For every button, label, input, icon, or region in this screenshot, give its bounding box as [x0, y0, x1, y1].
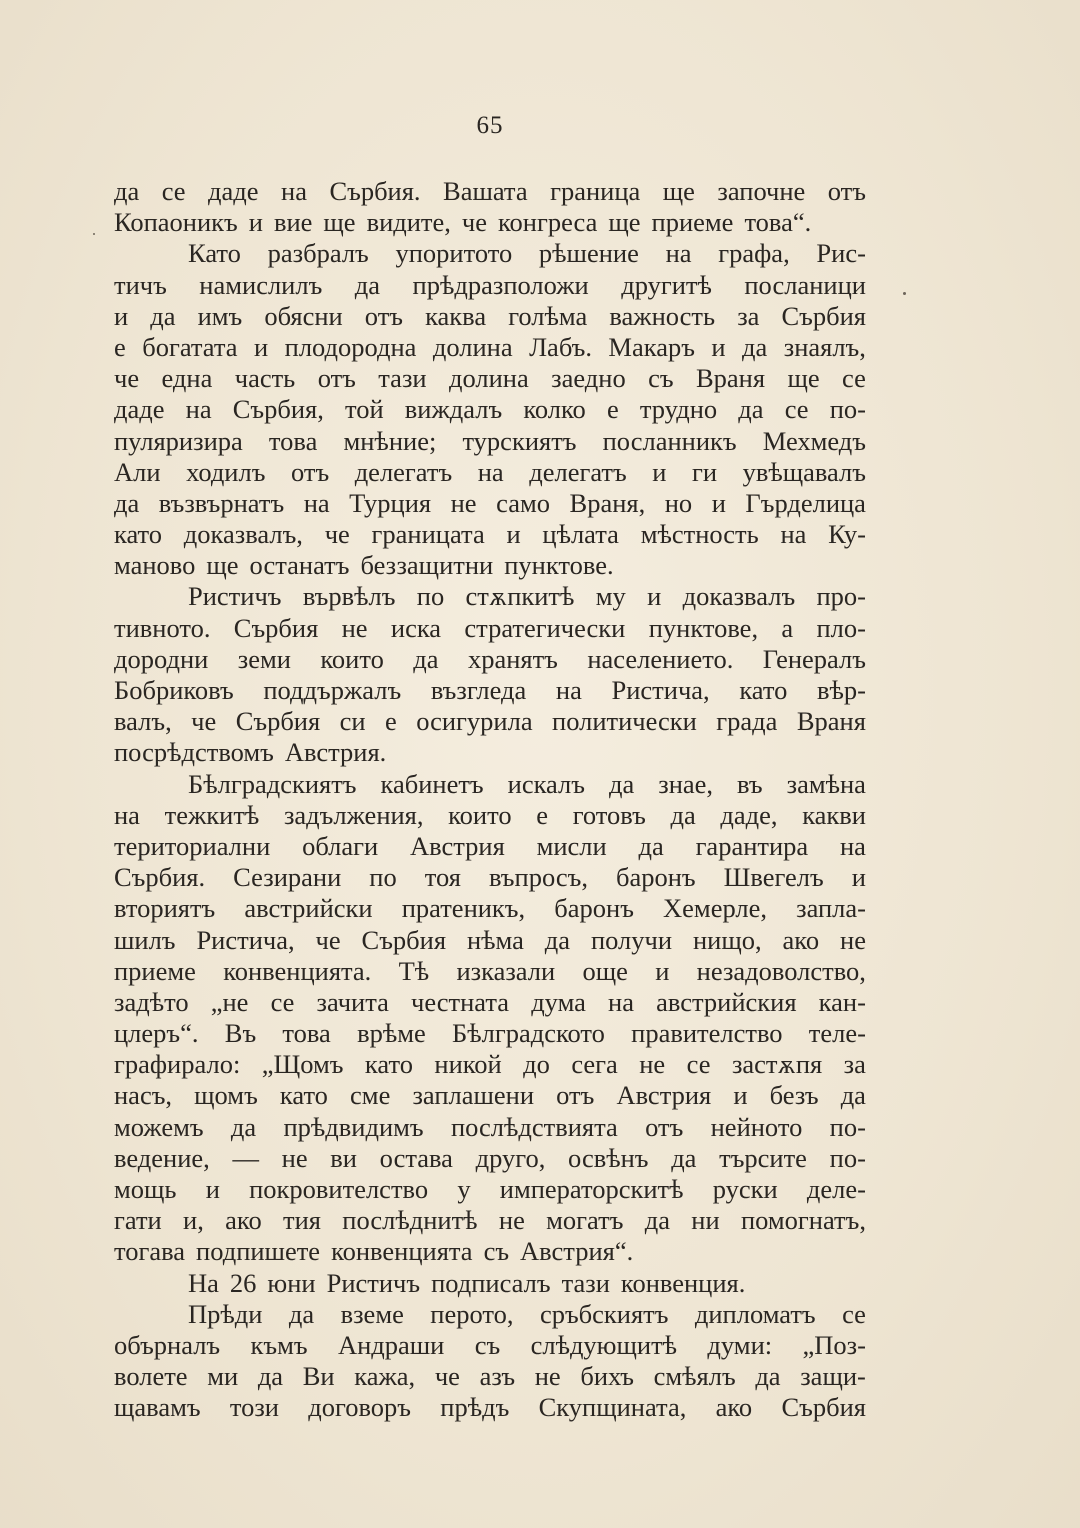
text-line: дородни земи които да хранятъ населението. Генералъ — [114, 643, 866, 674]
text-line: приеме конвенцията. Тѣ изказали още и незадоволство, — [114, 955, 866, 986]
body-text — [114, 176, 866, 1424]
text-line: Прѣди да вземе перото, сръбскиятъ дипломатъ се — [188, 1298, 866, 1329]
text-line: можемъ да прѣдвидимъ послѣдствията отъ нейното по- — [114, 1111, 866, 1142]
text-line: да възвърнатъ на Турция не само Враня, но и Гърделица — [114, 487, 866, 518]
text-line: графирало: „Щомъ като никой до сега не се застѫпя за — [114, 1049, 866, 1080]
text-line: На 26 юни Ристичъ подписалъ тази конвенция. — [188, 1267, 746, 1298]
text-line: мощь и покровителство у императорскитѣ руски деле- — [114, 1174, 866, 1204]
text-line: обърналъ къмъ Андраши съ слѣдующитѣ думи: „Поз- — [114, 1329, 866, 1360]
text-line: волете ми да Ви кажа, че азъ не бихъ смѣялъ да защи- — [114, 1361, 866, 1392]
text-line: като доказвалъ, че границата и цѣлата мѣстность на Ку- — [114, 519, 866, 550]
text-line: валъ, че Сърбия си е осигурила политически града Враня — [114, 706, 866, 737]
page-number: 65 — [476, 112, 504, 139]
text-line: пуляризира това мнѣние; турскиятъ посланникъ Мехмедъ — [114, 425, 866, 456]
text-line: задѣто „не се зачита честната дума на австрийския кан- — [114, 986, 866, 1017]
text-line: че една часть отъ тази долина заедно съ Враня ще се — [114, 363, 866, 394]
text-line: щавамъ този договоръ прѣдъ Скупщината, ако Сърбия — [114, 1392, 866, 1423]
text-line: е богатата и плодородна долина Лабъ. Макаръ и да знаялъ, — [114, 331, 866, 362]
text-line: Копаоникъ и вие ще видите, че конгреса ще приеме това“. — [114, 207, 812, 238]
text-line: вториятъ австрийски пратеникъ, баронъ Хемерле, запла- — [114, 893, 866, 924]
text-line: тичъ намислилъ да прѣдразположи другитѣ посланици — [114, 269, 866, 300]
text-line: маново ще останатъ беззащитни пунктове. — [114, 550, 614, 581]
text-line: териториални облаги Австрия мисли да гарантира на — [114, 830, 866, 861]
paper-speck — [903, 292, 906, 295]
text-line: и да имъ обясни отъ каква голѣма важность за Сърбия — [114, 300, 866, 331]
text-line: Като разбралъ упоритото рѣшение на графа, Рис- — [188, 238, 866, 269]
text-line: даде на Сърбия, той виждалъ колко е трудно да се по- — [114, 394, 866, 425]
text-line: Сърбия. Сезирани по тоя въпросъ, баронъ Швегелъ и — [114, 862, 866, 893]
text-line: Ристичъ вървѣлъ по стѫпкитѣ му и доказвалъ про- — [188, 581, 866, 612]
text-line: насъ, щомъ като сме заплашени отъ Австрия и безъ да — [114, 1080, 866, 1111]
text-line: посрѣдствомъ Австрия. — [114, 737, 387, 768]
text-line: ведение, — не ви остава друго, освѣнъ да търсите по- — [114, 1142, 866, 1173]
text-line: Али ходилъ отъ делегатъ на делегатъ и ги увѣщавалъ — [114, 456, 866, 487]
text-line: на тежкитѣ задължения, които е готовъ да даде, какви — [114, 799, 866, 830]
text-line: тивното. Сърбия не иска стратегически пунктове, а пло- — [114, 612, 866, 643]
text-line: тогава подпишете конвенцията съ Австрия“. — [114, 1236, 634, 1267]
text-line: да се даде на Сърбия. Вашата граница ще започне отъ — [114, 176, 866, 206]
paper-speck — [93, 233, 95, 235]
text-line: Бобриковъ поддържалъ възгледа на Ристича, като вѣр- — [114, 675, 866, 705]
text-line: шилъ Ристича, че Сърбия нѣма да получи нищо, ако не — [114, 924, 866, 955]
text-line: цлеръ“. Въ това врѣме Бѣлградското правителство теле- — [114, 1018, 866, 1049]
text-line: гати и, ако тия послѣднитѣ не могатъ да ни помогнатъ, — [114, 1205, 866, 1236]
text-line: Бѣлградскиятъ кабинетъ искалъ да знае, въ замѣна — [188, 768, 866, 799]
